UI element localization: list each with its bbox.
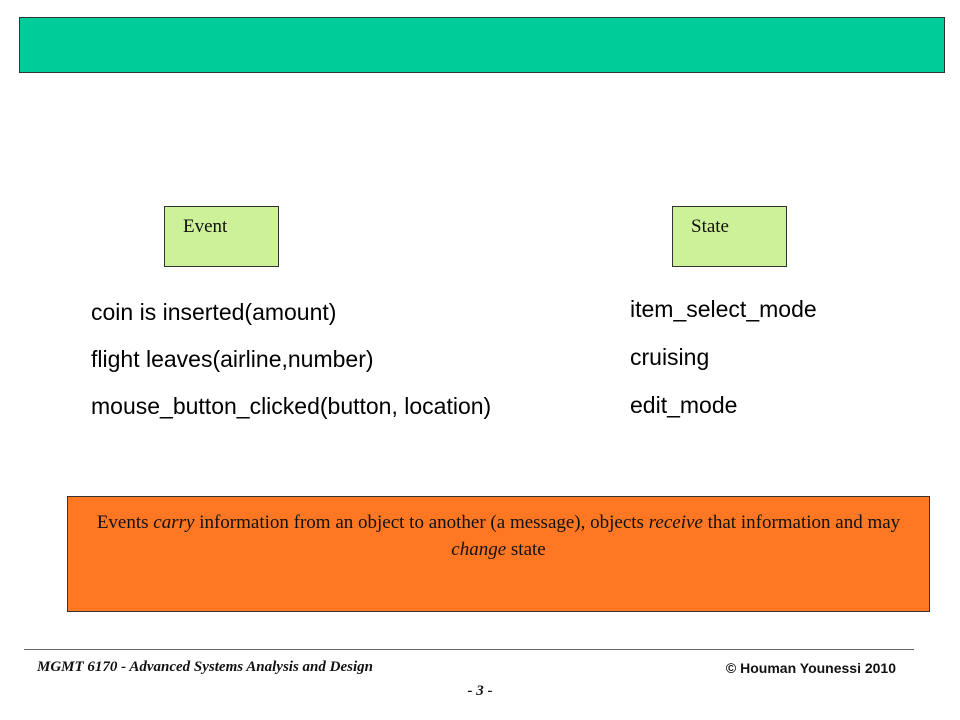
- footer-course: MGMT 6170 - Advanced Systems Analysis and Design: [37, 659, 373, 675]
- note-text: information from an object to another (a message), objects: [194, 512, 649, 533]
- title-bar: [19, 17, 945, 73]
- state-item: item_select_mode: [630, 296, 817, 322]
- state-box-label: State: [691, 216, 729, 237]
- note-text: that information and may: [702, 512, 901, 533]
- event-item: flight leaves(airline,number): [91, 346, 374, 372]
- event-box: [164, 206, 279, 267]
- state-item: cruising: [630, 344, 710, 370]
- event-item: coin is inserted(amount): [91, 299, 337, 325]
- state-item: edit_mode: [630, 392, 738, 418]
- note-emphasis-receive: receive: [648, 512, 703, 533]
- event-item: mouse_button_clicked(button, location): [91, 393, 492, 419]
- event-box-label: Event: [183, 216, 228, 237]
- note-text: state: [506, 539, 546, 560]
- state-list: [630, 294, 817, 438]
- page-number: - 3 -: [467, 683, 493, 699]
- event-list: [91, 297, 491, 438]
- state-box: [672, 206, 787, 267]
- note-text: Events: [96, 512, 154, 533]
- footer-divider: [24, 649, 914, 650]
- footer-copyright: © Houman Younessi 2010: [725, 660, 896, 676]
- note-box: [67, 496, 930, 612]
- note-emphasis-carry: carry: [153, 512, 195, 533]
- note-emphasis-change: change: [451, 539, 507, 560]
